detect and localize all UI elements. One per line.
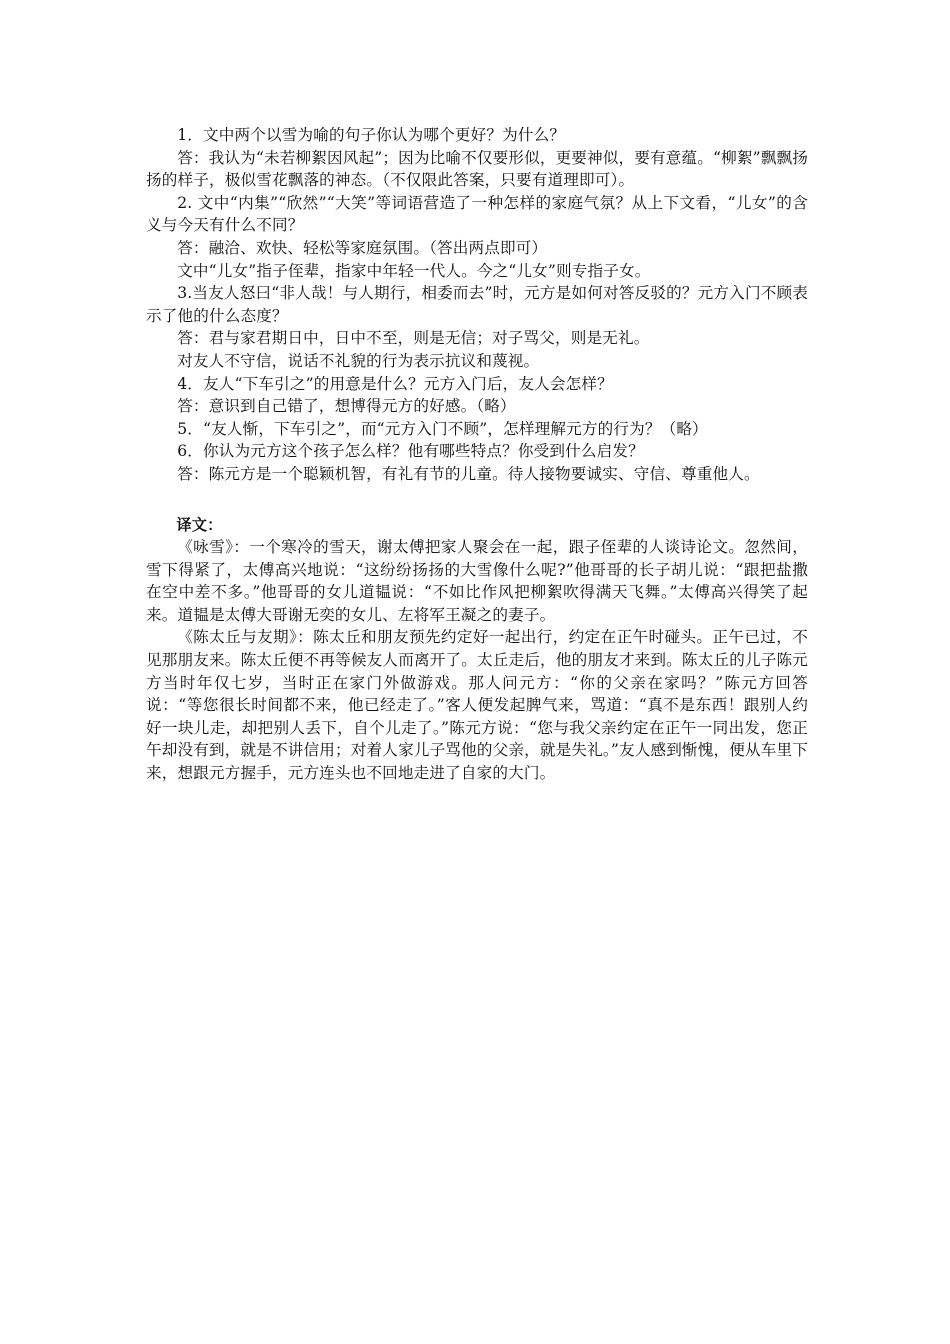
question-4: 4．友人“下车引之”的用意是什么？元方入门后，友人会怎样？ [177,374,613,393]
document-page [146,124,808,785]
question-1: 1．文中两个以雪为喻的句子你认为哪个更好？为什么？ [177,126,566,144]
answer-1: 答：我认为“未若柳絮因风起”；因为比喻不仅要形似，更要神似，要有意蕴。“柳絮”飘飘扬扬的样子，极似雪花飘落的神态。（不仅限此答案，只要有道理即可）。 [146,148,808,190]
answer-4: 答：意识到自己错了，想博得元方的好感。（略） [177,397,516,416]
question-2: 2. 文中“内集”“欣然”“大笑”等词语营造了一种怎样的家庭气氛？从上下文看，“儿女”的含义与今天有什么不同？ [146,193,808,235]
answer-6: 答：陈元方是一个聪颖机智，有礼有节的儿童。待人接物要诚实、守信、尊重他人。 [177,464,760,483]
question-6: 6．你认为元方这个孩子怎么样？他有哪些特点？你受到什么启发？ [177,442,644,461]
translation-paragraph-yongxue: 《咏雪》：一个寒冷的雪天，谢太傅把家人聚会在一起，跟子侄辈的人谈诗论文。忽然间，雪下得紧了，太傅高兴地说：“这纷纷扬扬的大雪像什么呢?”他哥哥的长子胡儿说：“跟把盐撒在空中差不多。”他哥哥的女儿道韫说：“不如比作风把柳絮吹得满天飞舞。”太傅高兴得笑了起来。道韫是太傅大哥谢无奕的女儿、左将军王凝之的妻子。 [146,538,808,624]
answer-2a: 答：融洽、欢快、轻松等家庭氛围。（答出两点即可） [177,238,548,257]
translation-heading: 译文： [176,515,223,534]
answer-2b: 文中“儿女”指子侄辈，指家中年轻一代人。今之“儿女”则专指子女。 [177,261,651,280]
question-3: 3.当友人怒曰“非人哉！与人期行，相委而去”时，元方是如何对答反驳的？元方入门不顾表示了他的什么态度？ [146,284,808,325]
answer-3a: 答：君与家君期日中，日中不至，则是无信；对子骂父，则是无礼。 [177,329,650,348]
answer-3b: 对友人不守信，说话不礼貌的行为表示抗议和蔑视。 [177,351,540,370]
question-5: 5．“友人惭，下车引之”，而“元方入门不顾”，怎样理解元方的行为？（略） [177,419,708,438]
section-spacer [146,486,808,514]
translation-paragraph-chentaiqiu: 《陈太丘与友期》：陈太丘和朋友预先约定好一起出行，约定在正午时碰头。正午已过，不见那朋友来。陈太丘便不再等候友人而离开了。太丘走后，他的朋友才来到。陈太丘的儿子陈元方当时年仅七岁，当时正在家门外做游戏。那人问元方：“你的父亲在家吗？”陈元方回答说：“等您很长时间都不来，他已经走了。”客人便发起脾气来，骂道：“真不是东西！跟别人约好一块儿走，却把别人丢下，自个儿走了。”陈元方说：“您与我父亲约定在正午一同出发，您正午却没有到，就是不讲信用；对着人家儿子骂他的父亲，就是失礼。”友人感到惭愧，便从车里下来，想跟元方握手，元方连头也不回地走进了自家的大门。 [146,628,808,783]
